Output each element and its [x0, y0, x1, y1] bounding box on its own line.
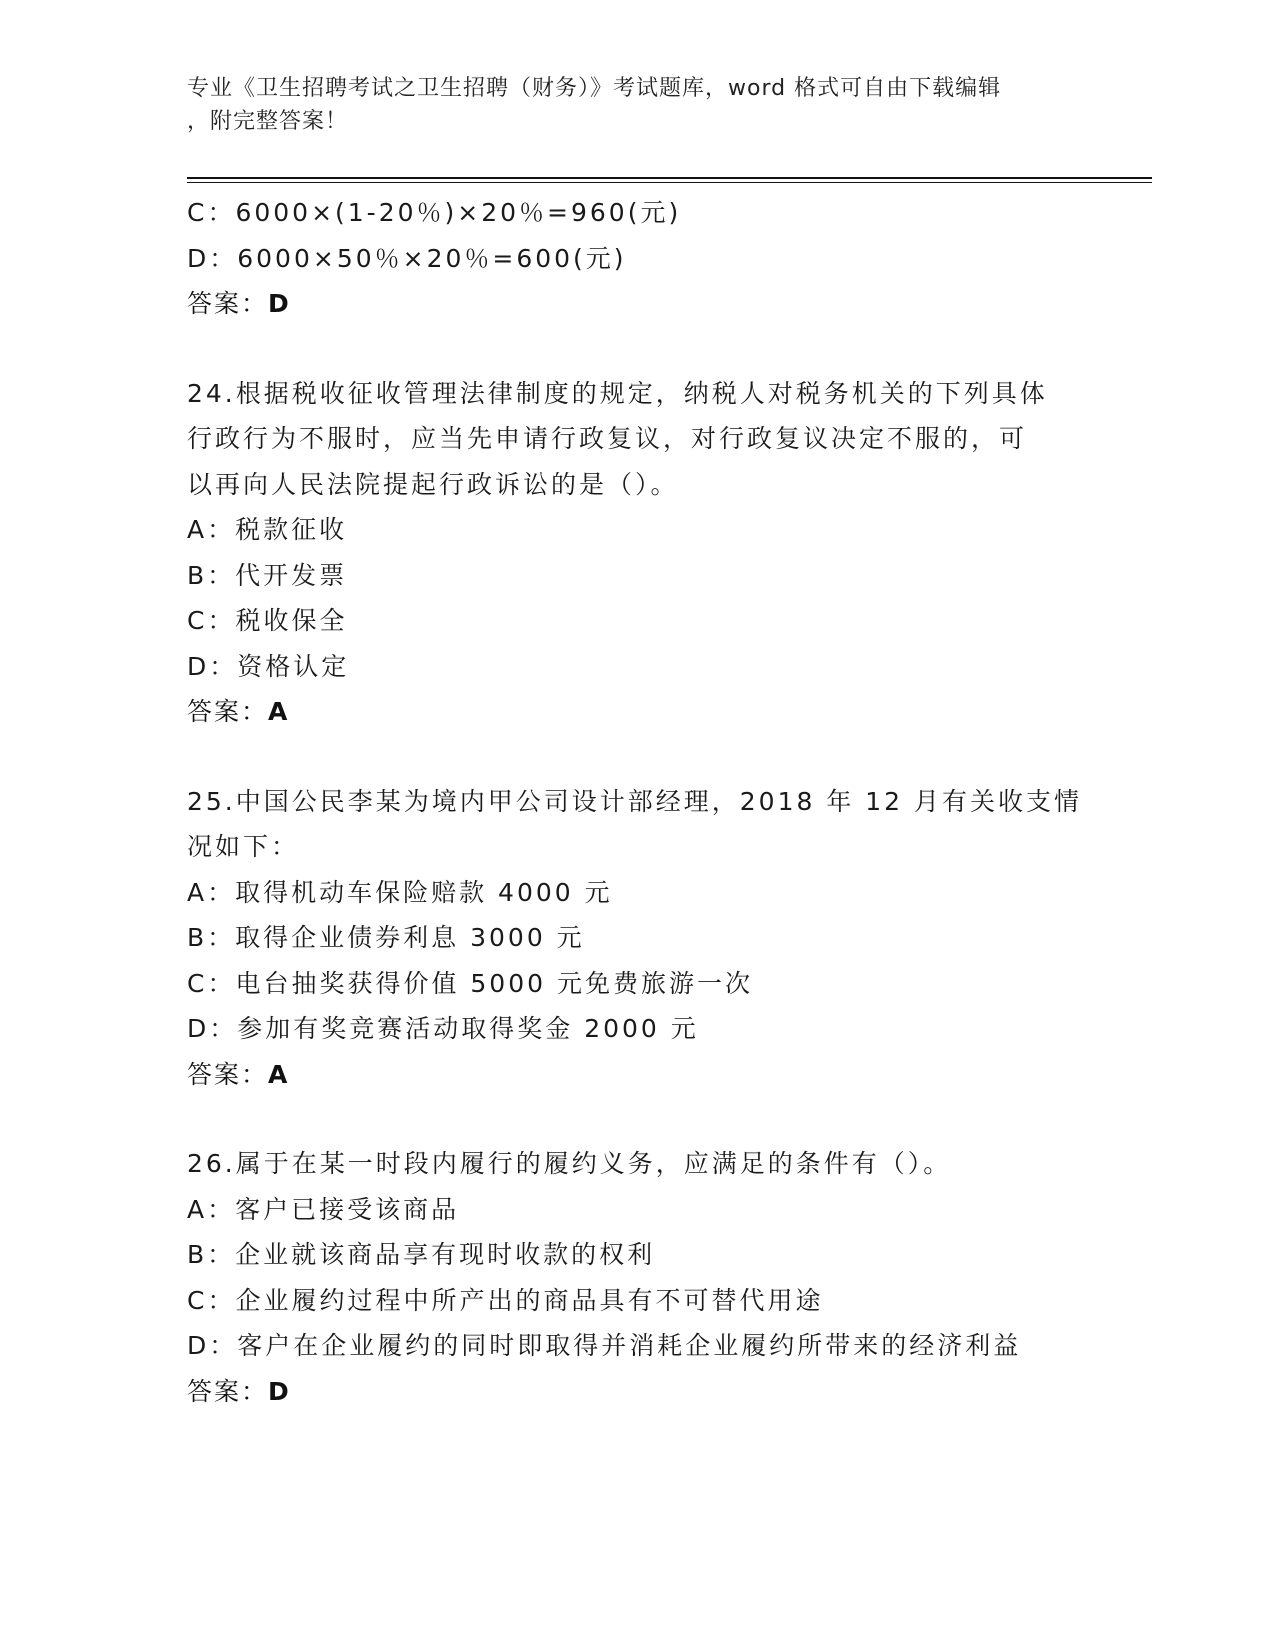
option-a: A：取得机动车保险赔款 4000 元 [187, 877, 613, 907]
answer-line [187, 689, 1087, 735]
answer-line [187, 1369, 1087, 1415]
answer-line [187, 1052, 1087, 1098]
header-line-2: ，附完整答案！ [187, 109, 349, 134]
question-stem-line: 24.根据税收征收管理法律制度的规定，纳税人对税务机关的下列具体 [187, 378, 1048, 408]
spacer [187, 1097, 1087, 1141]
option-c: C：电台抽奖获得价值 5000 元免费旅游一次 [187, 968, 753, 998]
option-b: B：取得企业债券利息 3000 元 [187, 923, 585, 952]
answer-label: 答案： [187, 1059, 269, 1089]
document-header [187, 72, 1067, 138]
option-c: C：企业履约过程中所产出的商品具有不可替代用途 [187, 1285, 824, 1315]
question-stem-line: 行政行为不服时，应当先申请行政复议，对行政复议决定不服的，可 [187, 424, 1028, 453]
option-d: D：参加有奖竞赛活动取得奖金 2000 元 [187, 1014, 699, 1043]
option-d: D：资格认定 [187, 651, 350, 681]
answer-label: 答案： [187, 289, 269, 318]
answer-label: 答案： [187, 697, 269, 726]
answer-value: A [268, 697, 290, 726]
option-c: C：6000×(1-20％)×20％=960(元) [187, 198, 682, 227]
header-line-1: 专业《卫生招聘考试之卫生招聘（财务）》考试题库，word 格式可自由下载编辑 [187, 76, 1002, 101]
question-block-25 [187, 779, 1087, 1098]
question-block-24 [187, 371, 1087, 735]
option-c: C：税收保全 [187, 606, 348, 635]
question-block-26 [187, 1141, 1087, 1414]
option-d: D：6000×50％×20％=600(元) [187, 243, 627, 273]
option-b: B：企业就该商品享有现时收款的权利 [187, 1240, 656, 1269]
answer-value: D [268, 289, 291, 318]
header-divider-thin [187, 182, 1152, 183]
option-b: B：代开发票 [187, 560, 348, 590]
answer-value: A [268, 1059, 290, 1089]
question-list [187, 190, 1087, 1414]
question-stem-line: 况如下： [187, 832, 300, 861]
option-d: D：客户在企业履约的同时即取得并消耗企业履约所带来的经济利益 [187, 1331, 1022, 1360]
question-stem-line: 25.中国公民李某为境内甲公司设计部经理，2018 年 12 月有关收支情 [187, 786, 1083, 816]
option-a: A：客户已接受该商品 [187, 1194, 460, 1224]
header-divider-thick [187, 177, 1152, 179]
answer-value: D [268, 1376, 291, 1406]
spacer [187, 327, 1087, 371]
question-stem-line: 26.属于在某一时段内履行的履约义务，应满足的条件有（）。 [187, 1149, 952, 1178]
question-stem-line: 以再向人民法院提起行政诉讼的是（）。 [187, 469, 679, 499]
spacer [187, 735, 1087, 779]
option-a: A：税款征收 [187, 515, 348, 544]
answer-line [187, 281, 1087, 327]
question-block-23 [187, 190, 1087, 327]
answer-label: 答案： [187, 1376, 269, 1406]
